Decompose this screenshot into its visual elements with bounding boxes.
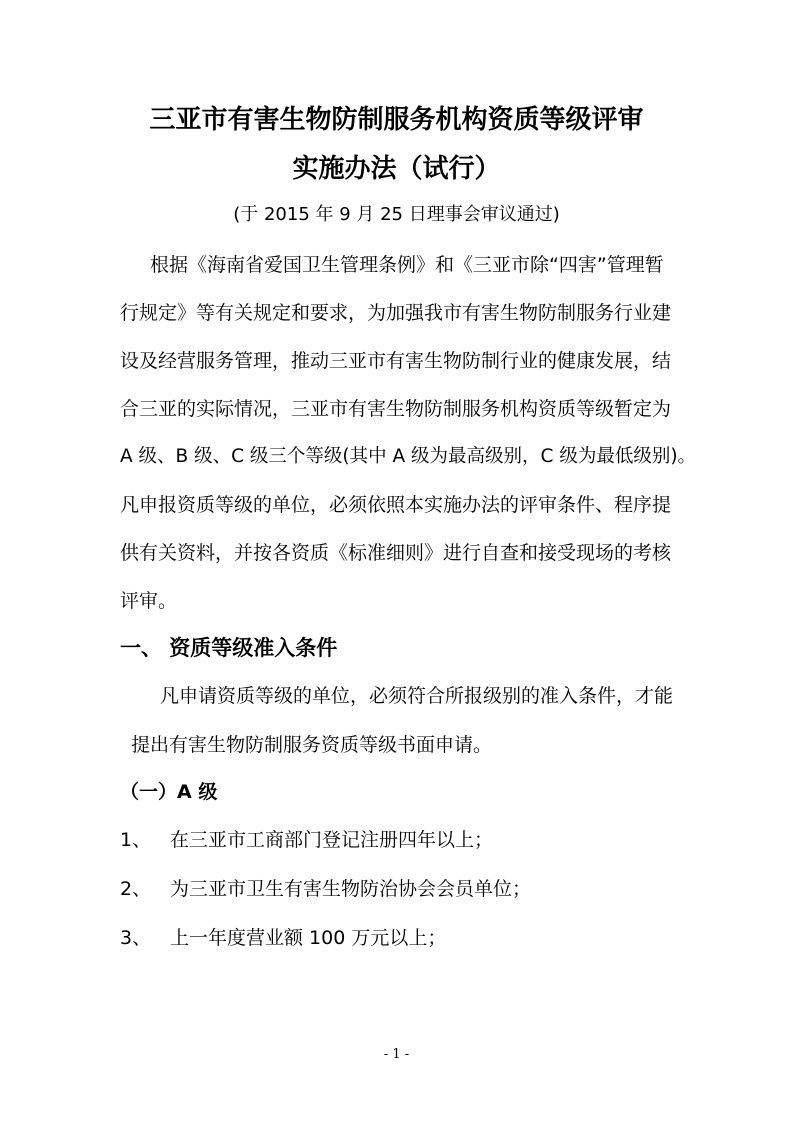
list-item-text: 为三亚市卫生有害生物防治协会会员单位；: [170, 878, 532, 900]
list-item-text: 在三亚市工商部门登记注册四年以上；: [170, 829, 494, 851]
page-number: - 1 -: [383, 1047, 410, 1062]
section-1-para-line-1: 凡申请资质等级的单位，必须符合所报级别的准入条件，才能: [160, 685, 674, 707]
intro-line-5: A 级、B 级、C 级三个等级(其中 A 级为最高级别，C 级为最低级别)。: [120, 446, 697, 467]
list-item: [120, 925, 793, 951]
intro-line-6: 凡申报资质等级的单位，必须依照本实施办法的评审条件、程序提: [120, 494, 672, 516]
intro-line-2: 行规定》等有关规定和要求，为加强我市有害生物防制服务行业建: [120, 302, 672, 324]
intro-line-3: 设及经营服务管理，推动三亚市有害生物防制行业的健康发展，结: [120, 350, 672, 372]
document-title-line-2: 实施办法（试行）: [292, 154, 501, 184]
list-item: [120, 876, 793, 902]
document-subtitle: (于 2015 年 9 月 25 日理事会审议通过): [233, 204, 560, 225]
section-1-heading: 一、 资质等级准入条件: [120, 636, 338, 660]
list-item-number: 3、: [120, 927, 152, 949]
intro-line-1: 根据《海南省爱国卫生管理条例》和《三亚市除“四害”管理暂: [150, 254, 664, 276]
section-1-para-line-2: 提出有害生物防制服务资质等级书面申请。: [131, 734, 493, 756]
document-title-line-1: 三亚市有害生物防制服务机构资质等级评审: [149, 105, 644, 135]
intro-line-4: 合三亚的实际情况，三亚市有害生物防制服务机构资质等级暂定为: [120, 398, 672, 420]
list-item-text: 上一年度营业额 100 万元以上；: [170, 927, 447, 949]
intro-line-8: 评审。: [120, 590, 178, 612]
list-item-number: 2、: [120, 878, 152, 900]
intro-line-7: 供有关资料，并按各资质《标准细则》进行自查和接受现场的考核: [120, 542, 672, 564]
list-item: [120, 827, 793, 853]
list-item-number: 1、: [120, 829, 152, 851]
subsection-a-heading: （一）A 级: [120, 781, 218, 803]
